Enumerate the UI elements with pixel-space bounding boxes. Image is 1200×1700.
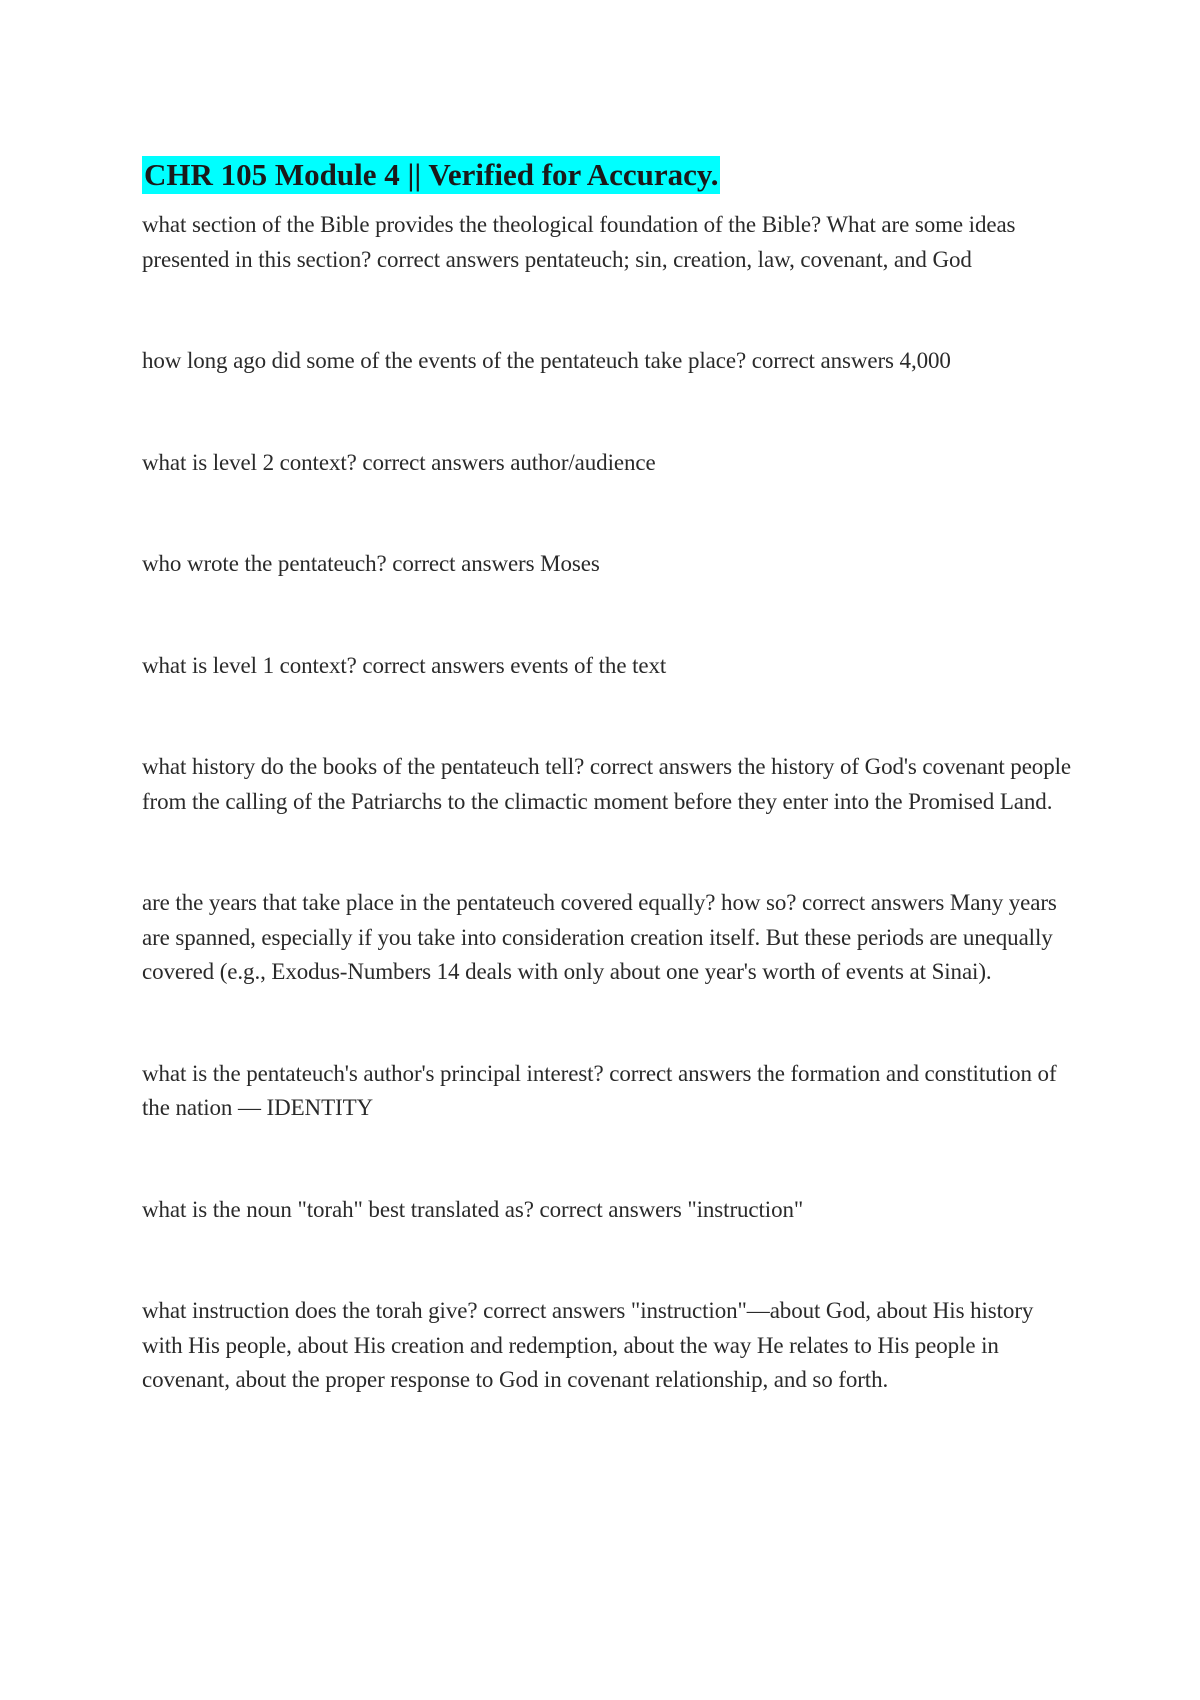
- qa-item: what is level 2 context? correct answers author/audience: [142, 449, 656, 475]
- qa-item: what history do the books of the pentateuch tell? correct answers the history of God's covenant people from the calling of the Patriarchs to the climactic moment before they enter into the Promised Land.: [142, 754, 1072, 814]
- qa-item: what is the pentateuch's author's principal interest? correct answers the formation and constitution of the nation — IDENTITY: [142, 1060, 1057, 1120]
- qa-list: [142, 208, 1072, 1398]
- qa-item: are the years that take place in the pentateuch covered equally? how so? correct answers Many years are spanned, especially if you take into consideration creation itself. But these periods are unequally covered (e.g., Exodus-Numbers 14 deals with only about one year's worth of events at Sinai).: [142, 890, 1057, 984]
- document-title: CHR 105 Module 4 || Verified for Accuracy.: [144, 157, 719, 192]
- qa-item: what is level 1 context? correct answers events of the text: [142, 652, 667, 678]
- document-page: [142, 156, 1072, 1465]
- qa-item: what is the noun "torah" best translated as? correct answers "instruction": [142, 1196, 804, 1222]
- qa-item: who wrote the pentateuch? correct answers Moses: [142, 551, 600, 576]
- qa-item: what section of the Bible provides the theological foundation of the Bible? What are some ideas presented in this section? correct answers pentateuch; sin, creation, law, covenant, and God: [142, 212, 1016, 272]
- qa-item: what instruction does the torah give? correct answers "instruction"—about God, about His history with His people, about His creation and redemption, about the way He relates to His people in covenant, about the proper response to God in covenant relationship, and so forth.: [142, 1298, 1034, 1392]
- qa-item: how long ago did some of the events of the pentateuch take place? correct answers 4,000: [142, 348, 951, 373]
